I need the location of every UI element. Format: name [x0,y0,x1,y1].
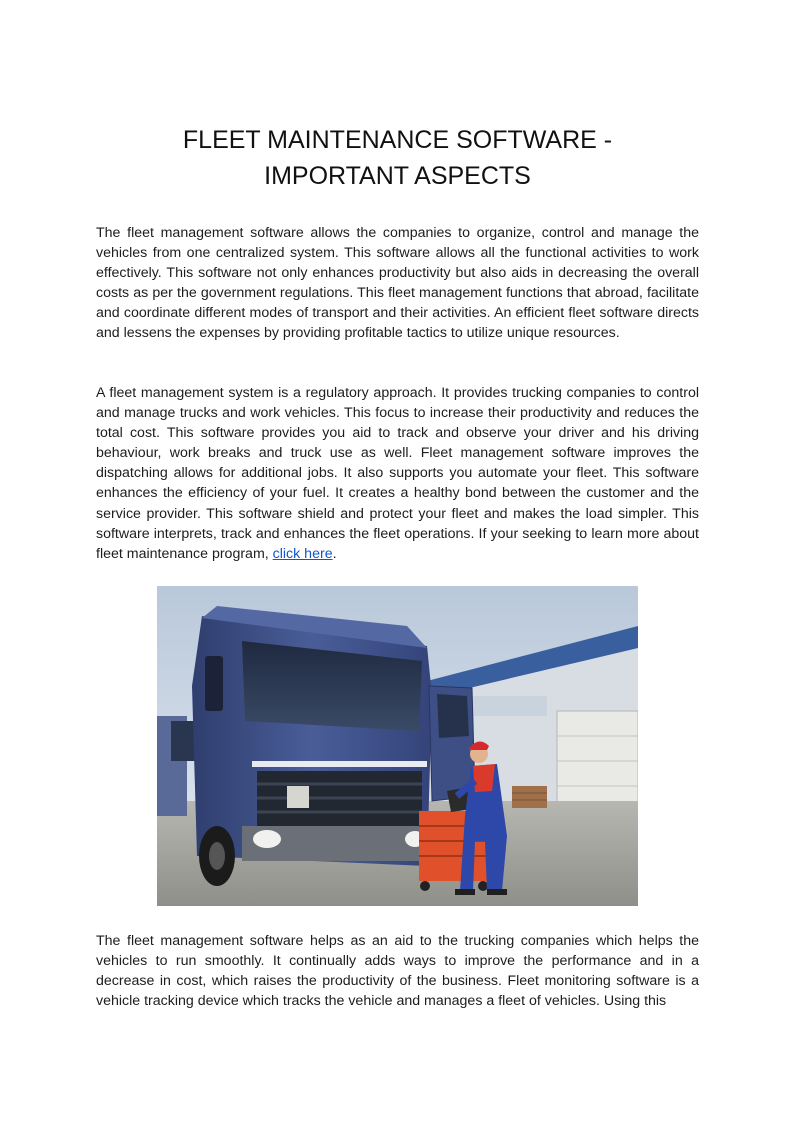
warehouse-window [467,696,547,716]
pallet-stack [512,786,547,808]
hood-badge [287,786,309,808]
headlight-left [253,830,281,848]
chrome-strip [252,761,427,767]
paragraph-1: The fleet management software allows the companies to organize, control and manage the vehicles from one centralized system. This software allows all the functional activities to work effectively. This software not only enhances productivity but also aids in decreasing the overall costs as per the government regulations. This fleet management functions that abroad, facilitate and coordinate different modes of transport and their activities. An efficient fleet software directs and lessens the expenses by providing profitable tactics to utilize unique resources. [96,225,699,342]
paragraph-3: The fleet management software helps as an aid to the trucking companies which helps the vehicles to run smoothly. It continually adds ways to improve the performance and in a decrease in cost, which raises the productivity of the business. Fleet monitoring software is a vehicle tracking device which tracks the vehicle and manages a fleet of vehicles. Using this [96,933,699,1010]
side-mirror [205,656,223,711]
paragraph-2-end: . [332,545,337,562]
title-line-2: IMPORTANT ASPECTS [264,162,531,190]
garage-door [557,711,638,816]
truck-mechanic-photo [157,586,638,906]
page-title [96,122,699,194]
paragraph-2-text: A fleet management system is a regulatory approach. It provides trucking companies to control and manage trucks and work vehicles. This focus to increase their productivity and reduces the total cost. This software provides you aid to track and observe your driver and his driving behaviour, work breaks and truck use as well. Fleet management software improves the dispatching allows for additional jobs. It also supports you automate your fleet. This software enhances the efficiency of your fuel. It creates a healthy bond between the customer and the service provider. This software shield and protect your fleet and makes the load simpler. This software interprets, track and enhances the fleet operations. If your seeking to learn more about fleet maintenance program, [96,385,699,562]
click-here-link[interactable]: click here [272,545,333,562]
paragraph-2 [96,383,699,564]
title-line-1: FLEET MAINTENANCE SOFTWARE - [182,126,613,154]
